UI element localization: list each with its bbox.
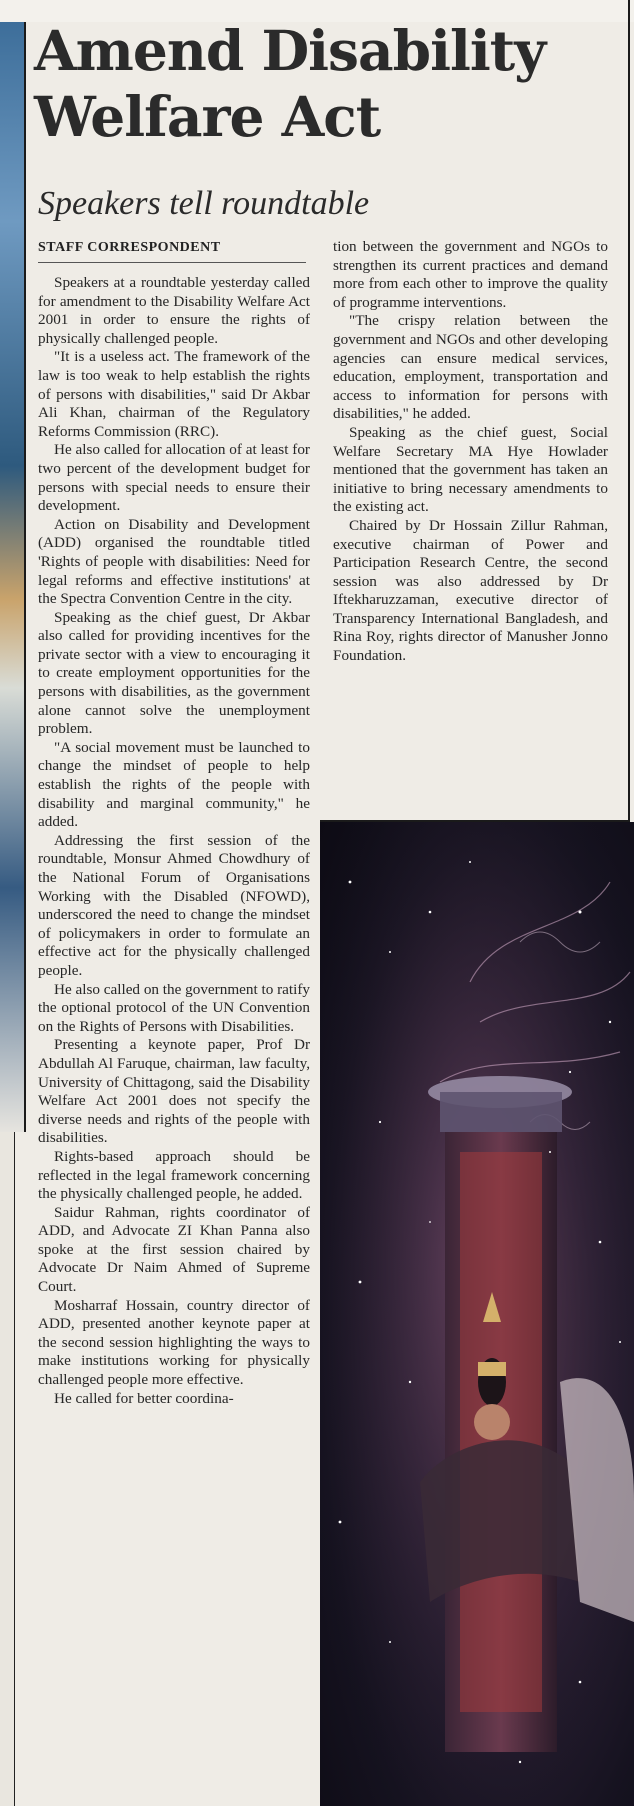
advertisement-illustration	[320, 822, 634, 1806]
paragraph: Addressing the first session of the roundtable, Monsur Ahmed Chowdhury of the National Forum of Organisations Working with the Disabled (NFOWD), underscored the need to change the mindset of policymakers in order to formulate an effective act for the physically challenged people.	[38, 831, 310, 979]
byline: STAFF CORRESPONDENT	[38, 240, 221, 255]
paragraph: He also called on the government to ratify the optional protocol of the UN Convention on the Rights of Persons with Disabilities.	[38, 980, 310, 1035]
paragraph: Action on Disability and Development (ADD) organised the roundtable titled 'Rights of people with disabilities: Need for legal reforms and effective institutions' at the Spectra Convention Centre in the city.	[38, 515, 310, 608]
adjacent-column-edge	[0, 1132, 15, 1806]
paragraph: Mosharraf Hossain, country director of ADD, presented another keynote paper at the second session highlighting the ways to make institutions working for physically challenged people more effective.	[38, 1296, 310, 1389]
adjacent-photo-edge	[0, 22, 24, 1132]
byline-rule	[38, 262, 306, 263]
paragraph: "The crispy relation between the government and NGOs and other developing agencies can ensure medical services, education, employment, transportation and access to information for persons with disabilities," he added.	[333, 312, 608, 423]
paragraph: He also called for allocation of at least for two percent of the development budget for persons with special needs to ensure their development.	[38, 441, 310, 515]
headline-line-1: Amend Disability	[34, 18, 546, 83]
headline-line-2: Welfare Act	[34, 84, 381, 149]
article-column-left	[38, 274, 310, 1804]
paragraph-continuation: tion between the government and NGOs to strengthen its current practices and demand more from each other to improve the quality of programme interventions.	[333, 238, 608, 311]
paragraph: "It is a useless act. The framework of the law is too weak to help establish the rights of persons with disabilities," said Dr Akbar Ali Khan, chairman of the Regulatory Reforms Commission (RRC).	[38, 348, 310, 440]
paragraph: Chaired by Dr Hossain Zillur Rahman, executive chairman of Power and Participation Research Centre, the second session was also addressed by Dr Iftekharuzzaman, executive director of Transparency International Bangladesh, and Rina Roy, rights director of Manusher Jonno Foundation.	[333, 516, 608, 665]
subheadline: Speakers tell roundtable	[38, 185, 370, 222]
paragraph: Rights-based approach should be reflected in the legal framework concerning the physically challenged people, he added.	[38, 1147, 310, 1203]
paragraph: "A social movement must be launched to change the mindset of people to help establish the rights of the people with disability and marginal community," he added.	[38, 738, 310, 831]
advertisement-photo	[320, 822, 634, 1806]
article-box-border-right	[628, 0, 630, 820]
paragraph: Saidur Rahman, rights coordinator of ADD, and Advocate ZI Khan Panna also spoke at the first session chaired by Advocate Dr Naim Ahmed of Supreme Court.	[38, 1203, 310, 1296]
paragraph: Presenting a keynote paper, Prof Dr Abdullah Al Faruque, chairman, law faculty, University of Chittagong, said the Disability Welfare Act 2001 does not specify the diverse needs and rights of the people with disabilities.	[38, 1036, 310, 1147]
article-column-right	[333, 238, 608, 818]
article-box-border-left	[24, 22, 26, 1132]
paragraph: Speaking as the chief guest, Dr Akbar also called for providing incentives for the private sector with a view to encouraging it to create employment opportunities for the persons with disabilities, as the government alone cannot solve the unemployment problem.	[38, 608, 310, 738]
headline	[34, 18, 624, 150]
paragraph: Speaking as the chief guest, Social Welfare Secretary MA Hye Howlader mentioned that the government has taken an initiative to bring necessary amendments to the existing act.	[333, 423, 608, 516]
paragraph: Speakers at a roundtable yesterday called for amendment to the Disability Welfare Act 2001 in order to ensure the rights of physically challenged people.	[38, 274, 310, 347]
paragraph: He called for better coordina-	[54, 1389, 234, 1407]
